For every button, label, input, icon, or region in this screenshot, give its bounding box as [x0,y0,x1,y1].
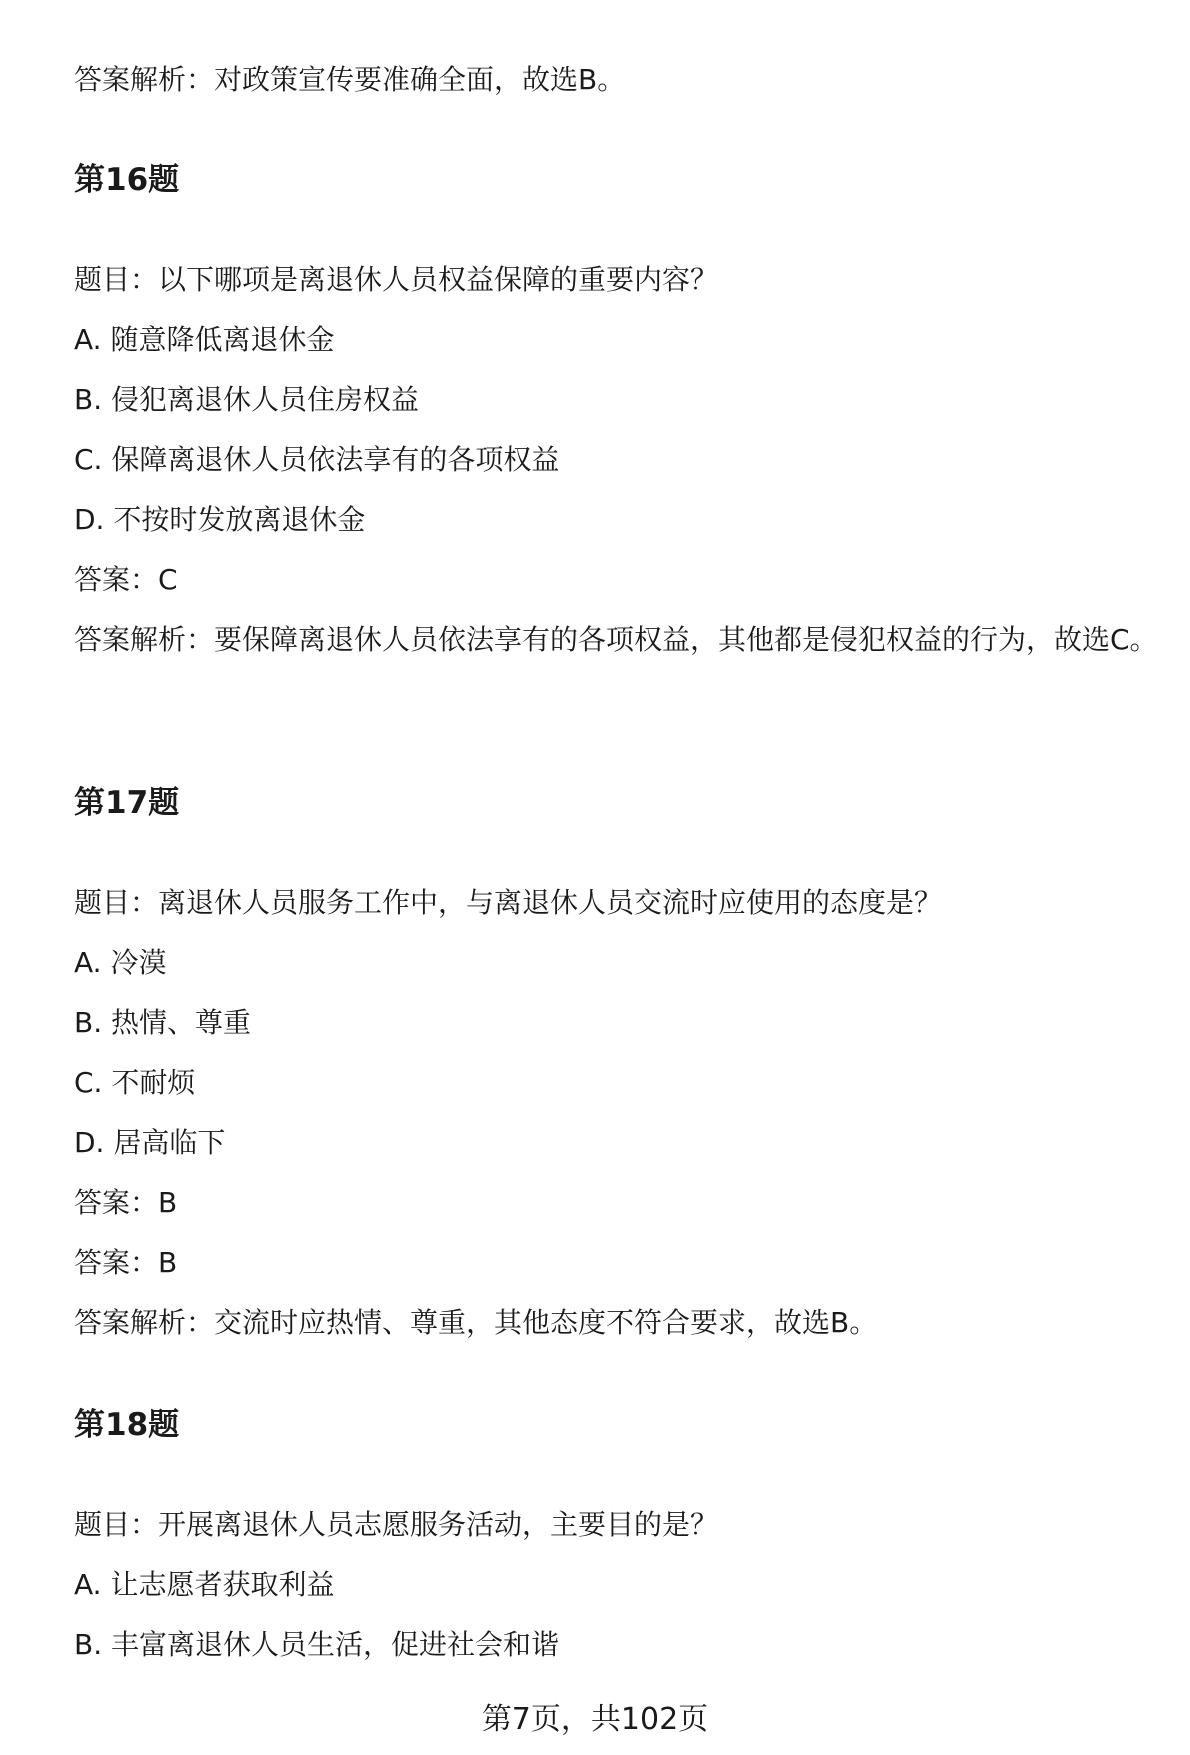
page-footer: 第7页，共102页 [481,1702,709,1737]
option-a: A. 随意降低离退休金 [74,323,335,356]
answer-text: 答案：B [74,1186,178,1219]
option-d: D. 不按时发放离退休金 [74,503,366,536]
option-c: C. 不耐烦 [74,1066,196,1099]
answer-text: 答案：C [74,563,178,596]
explanation-text: 答案解析：对政策宣传要准确全面，故选B。 [74,63,626,96]
option-c: C. 保障离退休人员依法享有的各项权益 [74,443,560,476]
explanation-text: 答案解析：交流时应热情、尊重，其他态度不符合要求，故选B。 [74,1306,878,1339]
question-heading: 第17题 [74,785,180,821]
option-a: A. 让志愿者获取利益 [74,1568,335,1601]
explanation-text: 答案解析：要保障离退休人员依法享有的各项权益，其他都是侵犯权益的行为，故选C。 [74,623,1158,656]
option-d: D. 居高临下 [74,1126,226,1159]
question-text: 题目：以下哪项是离退休人员权益保障的重要内容？ [74,263,719,296]
option-b: B. 丰富离退休人员生活，促进社会和谐 [74,1628,560,1661]
option-a: A. 冷漠 [74,946,167,979]
question-text: 题目：开展离退休人员志愿服务活动，主要目的是？ [74,1508,719,1541]
question-text: 题目：离退休人员服务工作中，与离退休人员交流时应使用的态度是？ [74,886,943,919]
option-b: B. 侵犯离退休人员住房权益 [74,383,420,416]
answer-text: 答案：B [74,1246,178,1279]
question-heading: 第16题 [74,162,180,198]
option-b: B. 热情、尊重 [74,1006,252,1039]
question-heading: 第18题 [74,1407,180,1443]
